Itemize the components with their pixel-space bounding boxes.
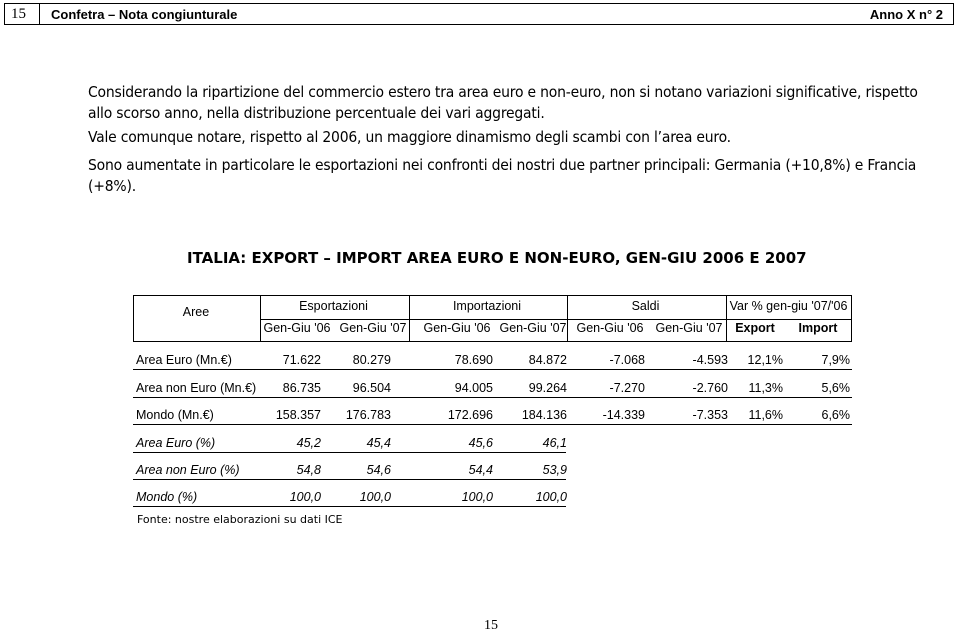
cell: 184.136 bbox=[521, 408, 567, 422]
row-separator bbox=[133, 506, 566, 507]
header-aree: Aree bbox=[182, 305, 210, 319]
subheader-imp-06: Gen-Giu '06 bbox=[423, 321, 491, 335]
cell: 6,6% bbox=[821, 408, 850, 422]
cell: 100,0 bbox=[535, 490, 567, 504]
cell: 54,8 bbox=[296, 463, 321, 477]
row-label-area-euro: Area Euro (Mn.€) bbox=[136, 353, 232, 367]
row-label-area-euro-pct: Area Euro (%) bbox=[136, 436, 216, 450]
header-saldi: Saldi bbox=[631, 299, 660, 313]
cell: 45,6 bbox=[468, 436, 493, 450]
cell: 54,4 bbox=[468, 463, 493, 477]
subheader-exp-07: Gen-Giu '07 bbox=[339, 321, 407, 335]
subheader-exp-06: Gen-Giu '06 bbox=[263, 321, 331, 335]
cell: 94.005 bbox=[454, 381, 493, 395]
cell: 54,6 bbox=[366, 463, 391, 477]
table-source: Fonte: nostre elaborazioni su dati ICE bbox=[137, 513, 343, 526]
cell: 158.357 bbox=[275, 408, 321, 422]
row-separator bbox=[133, 479, 566, 480]
row-separator bbox=[133, 452, 566, 453]
cell: 96.504 bbox=[352, 381, 391, 395]
cell: 45,2 bbox=[296, 436, 321, 450]
row-separator bbox=[133, 397, 852, 398]
paragraph-3: Sono aumentate in particolare le esportazioni nei confronti dei nostri due partner principali: Germania (+10,8%) e Francia (+8%). bbox=[88, 156, 917, 195]
page-header bbox=[4, 3, 954, 25]
cell: -4.593 bbox=[692, 353, 728, 367]
header-mid-line bbox=[260, 319, 852, 320]
cell: 99.264 bbox=[528, 381, 567, 395]
subheader-export: Export bbox=[735, 321, 775, 335]
footer-page-number: 15 bbox=[484, 618, 498, 633]
cell: 12,1% bbox=[747, 353, 783, 367]
cell: 100,0 bbox=[359, 490, 391, 504]
paragraph-2: Vale comunque notare, rispetto al 2006, un maggiore dinamismo degli scambi con l’area euro. bbox=[88, 128, 731, 146]
cell: 45,4 bbox=[366, 436, 391, 450]
subheader-saldi-06: Gen-Giu '06 bbox=[576, 321, 644, 335]
cell: 78.690 bbox=[454, 353, 493, 367]
row-separator bbox=[133, 424, 852, 425]
cell: 84.872 bbox=[528, 353, 567, 367]
header-importazioni: Importazioni bbox=[452, 299, 522, 313]
cell: 11,3% bbox=[748, 381, 783, 395]
cell: 100,0 bbox=[461, 490, 493, 504]
row-label-mondo: Mondo (Mn.€) bbox=[136, 408, 214, 422]
cell: 5,6% bbox=[821, 381, 850, 395]
subheader-import: Import bbox=[798, 321, 838, 335]
cell: 80.279 bbox=[352, 353, 391, 367]
row-label-area-non-euro: Area non Euro (Mn.€) bbox=[136, 381, 257, 395]
cell: -7.270 bbox=[609, 381, 645, 395]
header-title: Confetra – Nota congiunturale bbox=[51, 7, 238, 22]
cell: -2.760 bbox=[692, 381, 728, 395]
cell: -7.068 bbox=[609, 353, 645, 367]
cell: 7,9% bbox=[821, 353, 850, 367]
header-page-number: 15 bbox=[11, 6, 26, 22]
cell: 71.622 bbox=[282, 353, 321, 367]
cell: 100,0 bbox=[289, 490, 321, 504]
header-divider bbox=[39, 4, 40, 24]
row-separator bbox=[133, 369, 852, 370]
header-esportazioni: Esportazioni bbox=[299, 299, 368, 313]
cell: 46,1 bbox=[542, 436, 567, 450]
row-label-area-non-euro-pct: Area non Euro (%) bbox=[136, 463, 240, 477]
subheader-saldi-07: Gen-Giu '07 bbox=[655, 321, 723, 335]
header-issue: Anno X n° 2 bbox=[869, 7, 943, 22]
cell: -7.353 bbox=[692, 408, 728, 422]
cell: 172.696 bbox=[447, 408, 493, 422]
cell: -14.339 bbox=[602, 408, 645, 422]
row-label-mondo-pct: Mondo (%) bbox=[136, 490, 198, 504]
cell: 176.783 bbox=[345, 408, 391, 422]
cell: 53,9 bbox=[542, 463, 567, 477]
header-var: Var % gen-giu '07/'06 bbox=[729, 299, 848, 313]
cell: 11,6% bbox=[748, 408, 783, 422]
table-title: ITALIA: EXPORT – IMPORT AREA EURO E NON-EURO, GEN-GIU 2006 E 2007 bbox=[187, 249, 807, 267]
paragraph-1: Considerando la ripartizione del commercio estero tra area euro e non-euro, non si notano variazioni significative, rispetto allo scorso anno, nella distribuzione percentuale dei vari aggregati. bbox=[88, 83, 918, 122]
cell: 86.735 bbox=[282, 381, 321, 395]
subheader-imp-07: Gen-Giu '07 bbox=[499, 321, 567, 335]
